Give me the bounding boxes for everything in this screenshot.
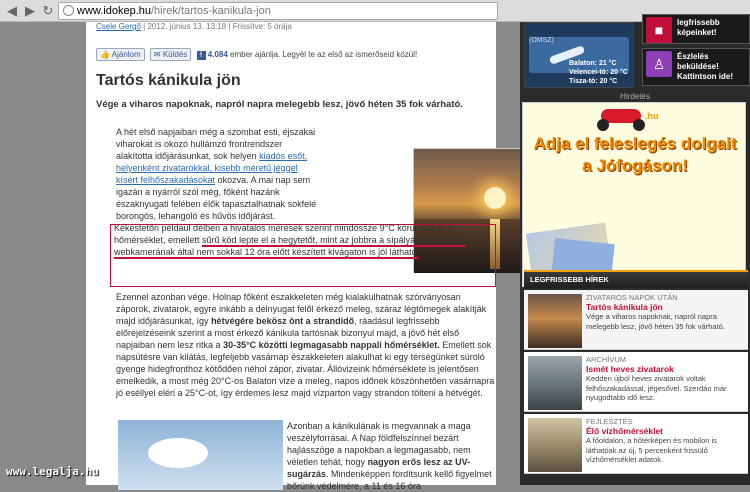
paragraph-2: Ezennel azonban vége. Holnap főként északkeleten még kialakulhatnak szórványosan záporok, zivatarok, egyre inkább a délnyugat felől érkező meleg, száraz légtömegek alakítják majd időjárásunkat, így hétvégére bekösz önt a strandidő, ráadásul legfrissebb előrejelzéseink szerint a most érkező kánikula tartósnak bizonyul majd, a jövő hét első napjaiban nem lesz ritka a 30-35°C közötti legmagasabb nappali hőmérséklet. Emellett sok napsütésre van kilátás, legfeljebb vasárnap északkeleten alakulhat ki egy térségünket súroló gyenge hidegfronthoz kötődően néhol zápor, zivatar. Állóvizeink hőmérséklete is jelentősen emelkedik, a most még 20°C-os Balaton vize a meleg, napos időnek köszönhetően vasárnapra jó eséllyel eléri a 25°C-ot, így érdemes lesz majd vízparton vagy strandon tölteni a hétvégét. (116, 292, 495, 398)
back-arrow-icon[interactable]: ◀ (7, 3, 17, 18)
paragraph-1: A hét első napjaiban még a szombat esti, éjszakai viharokat is okozó hullámzó frontrendszer alakította időjárásunkat, sok helyen kiadós esőt, helyenként zivatarokkal, kisebb méretű jéggel kísért felhőszakadásokat okozva. A mai nap sem igazán a nyárról szól még, főként hazánk északnyugati felében élők tapasztalhatnak sokfelé borongós, lehangoló és hűvös időjárást. (116, 127, 317, 221)
facebook-icon: f (197, 51, 206, 60)
author-link[interactable]: Csele Gergő (96, 22, 141, 31)
ad-label: Hirdetés (620, 92, 650, 101)
report-promo[interactable]: ♙ Észlelés beküldése! Kattintson ide! (642, 48, 750, 86)
article-lead: Vége a viharos napoknak, napról napra melegebb lesz, jövő héten 35 fok várható. (96, 99, 463, 110)
news-thumbnail (528, 418, 582, 472)
news-header: LEGFRISSEBB HÍREK (524, 270, 748, 288)
url-host: www.idokep.hu (77, 5, 151, 17)
news-item[interactable]: ARCHÍVUM Ismét heves zivatarok Kedden újból heves zivatarok voltak felhőszakadással, jégesővel. Szerdán már nyugodtabb idő lesz. (524, 352, 748, 412)
person-icon: ♙ (646, 51, 672, 77)
omsz-label: (OMSZ) (529, 37, 554, 44)
globe-icon (63, 5, 74, 16)
ad-text: Adja el feleslegés dolgait a Jófogáson! (533, 134, 737, 175)
social-bar (96, 48, 417, 64)
forward-arrow-icon[interactable]: ▶ (25, 3, 35, 18)
article-meta (96, 22, 292, 31)
photos-promo[interactable]: ■ legfrissebb képeinket! (642, 14, 750, 44)
url-path: /hirek/tartos-kanikula-jon (151, 5, 271, 17)
fb-recommend-button[interactable]: 👍 Ajánlom (96, 48, 145, 61)
news-item[interactable]: FEJLESZTÉS Élő vízhőmérséklet A főoldalon, a hőtérképen és mobilon is láthatóak az új, 5 percenként frissülő vízhőmérséklet adatok. (524, 414, 748, 474)
browser-toolbar (0, 0, 750, 22)
watermark: www.legalja.hu (6, 465, 99, 478)
highlighted-paragraph: Kékestetőn például délben a hivatalos mérések szerint mindössze 9°C körül alakult a hőmérséklet, emellett sűrű köd lepte el a hegytetőt, mint az jobbra a sípályán elhelyezett webkamerának által nem sokkal 12 óra előtt készített kivágaton is jól látható. (114, 223, 466, 257)
sky-photo (118, 420, 283, 490)
sidebar (520, 18, 750, 485)
camera-icon: ■ (646, 17, 672, 43)
lake-temps: Balaton: 21 °C Velencei-tó: 20 °C Tisza-tó: 20 °C (569, 60, 628, 85)
reload-icon[interactable]: ↻ (42, 3, 54, 18)
storm-link[interactable]: kiadós esőt, helyenként zivatarokkal, kisebb méretű jéggel kísért felhőszakadásokat (116, 151, 308, 185)
scooter-icon (593, 103, 653, 133)
article-title: Tartós kánikula jön (96, 72, 241, 89)
fb-count: f 4.084 ember ajánlja. Legyél te az első az ismerőseid közül! (197, 50, 418, 60)
news-item[interactable]: ZIVATAROS NAPOK UTÁN Tartós kánikula jön Vége a viharos napoknak, napról napra melegebb lesz, jövő héten 35 fok várható. (524, 290, 748, 350)
fb-send-button[interactable]: ✉ Küldés (150, 48, 191, 61)
news-thumbnail (528, 356, 582, 410)
paragraph-3: Azonban a kánikulának is megvannak a maga veszélyforrásai. A Nap földfelszínnel bezárt hajlásszöge a napokban a legmagasabb, nem véletlen tehát, hogy nagyon erős lesz az UV-sugárzás. Mindenképpen fordítsunk kellő figyelmet bőrünk védelmére, a 11 és 16 óra (287, 421, 492, 491)
news-thumbnail (528, 294, 582, 348)
article-date: | 2012. június 13. 13:18 | Frissítve: 5 órája (140, 22, 292, 31)
jofogas-ad[interactable]: .hu Adja el feleslegés dolgait a Jófogáson! (522, 102, 746, 287)
weather-widget[interactable] (524, 22, 634, 88)
address-bar[interactable] (58, 2, 498, 20)
